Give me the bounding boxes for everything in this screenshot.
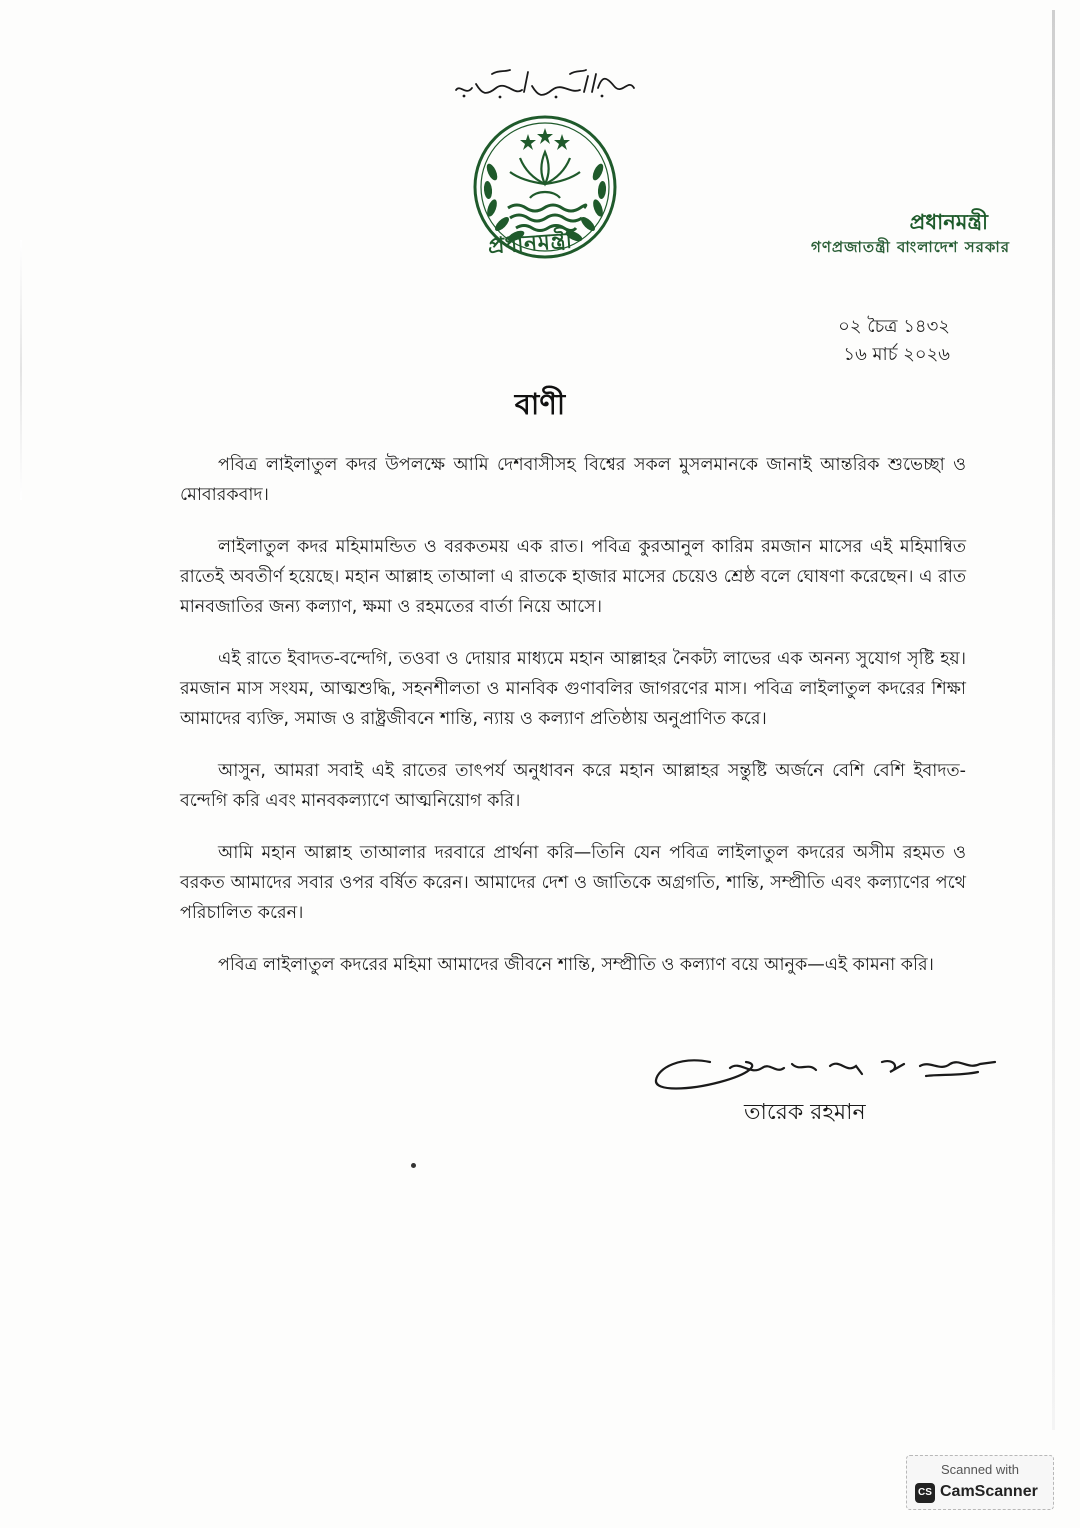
signatory-name: তারেক রহমান bbox=[744, 1100, 866, 1125]
office-title: প্রধানমন্ত্রী bbox=[909, 210, 988, 234]
message-heading: বাণী bbox=[514, 387, 566, 421]
bismillah-calligraphy bbox=[452, 66, 642, 100]
paragraph: পবিত্র লাইলাতুল কদর উপলক্ষে আমি দেশবাসীসহ বিশ্বের সকল মুসলমানকে জানাই আন্তরিক শুভেচ্ছা ও মোবারকবাদ। bbox=[180, 455, 966, 505]
paragraph: এই রাতে ইবাদত-বন্দেগি, তওবা ও দোয়ার মাধ্যমে মহান আল্লাহর নৈকট্য লাভের এক অনন্য সুযোগ সৃষ্টি হয়। রমজান মাস সংযম, আত্মশুদ্ধি, সহনশীলতা ও মানবিক গুণাবলির জাগরণের মাস। পবিত্র লাইলাতুল কদরের শিক্ষা আমাদের ব্যক্তি, সমাজ ও রাষ্ট্রজীবনে শান্তি, ন্যায় ও কল্যাণ প্রতিষ্ঠায় অনুপ্রাণিত করে। bbox=[180, 649, 966, 729]
handwritten-signature bbox=[650, 1050, 1005, 1100]
paragraph: আসুন, আমরা সবাই এই রাতের তাৎপর্য অনুধাবন করে মহান আল্লাহর সন্তুষ্টি অর্জনে বেশি বেশি ইবাদত-বন্দেগি করি এবং মানবকল্যাণে আত্মনিয়োগ করি। bbox=[180, 761, 966, 811]
paragraph: লাইলাতুল কদর মহিমামন্ডিত ও বরকতময় এক রাত। পবিত্র কুরআনুল কারিম রমজান মাসের এই মহিমান্বিত রাতেই অবতীর্ণ হয়েছে। মহান আল্লাহ তাআলা এ রাতকে হাজার মাসের চেয়েও শ্রেষ্ঠ বলে ঘোষণা করেছেন। এ রাত মানবজাতির জন্য কল্যাণ, ক্ষমা ও রহমতের বার্তা নিয়ে আসে। bbox=[180, 537, 966, 617]
seal-caption: প্রধানমন্ত্রী bbox=[487, 228, 574, 260]
watermark-brand: CamScanner bbox=[940, 1483, 1038, 1500]
scan-edge-shadow-left bbox=[20, 240, 22, 500]
scan-speck bbox=[411, 1163, 416, 1168]
scan-edge-shadow bbox=[1052, 10, 1055, 1430]
date-gregorian: ১৬ মার্চ ২০২৬ bbox=[843, 344, 950, 365]
watermark-top-text: Scanned with bbox=[940, 1462, 1020, 1477]
date-bengali-calendar: ০২ চৈত্র ১৪৩২ bbox=[838, 316, 950, 337]
camscanner-watermark bbox=[906, 1455, 1054, 1510]
office-subtitle: গণপ্রজাতন্ত্রী বাংলাদেশ সরকার bbox=[811, 238, 1010, 256]
paragraph: আমি মহান আল্লাহ তাআলার দরবারে প্রার্থনা করি—তিনি যেন পবিত্র লাইলাতুল কদরের অসীম রহমত ও বরকত আমাদের সবার ওপর বর্ষিত করেন। আমাদের দেশ ও জাতিকে অগ্রগতি, শান্তি, সম্প্রীতি এবং কল্যাণের পথে পরিচালিত করেন। bbox=[180, 843, 966, 923]
message-body bbox=[180, 450, 966, 1002]
paragraph: পবিত্র লাইলাতুল কদরের মহিমা আমাদের জীবনে শান্তি, সম্প্রীতি ও কল্যাণ বয়ে আনুক—এই কামনা করি। bbox=[218, 955, 934, 975]
camscanner-logo-icon: CS bbox=[915, 1483, 935, 1503]
